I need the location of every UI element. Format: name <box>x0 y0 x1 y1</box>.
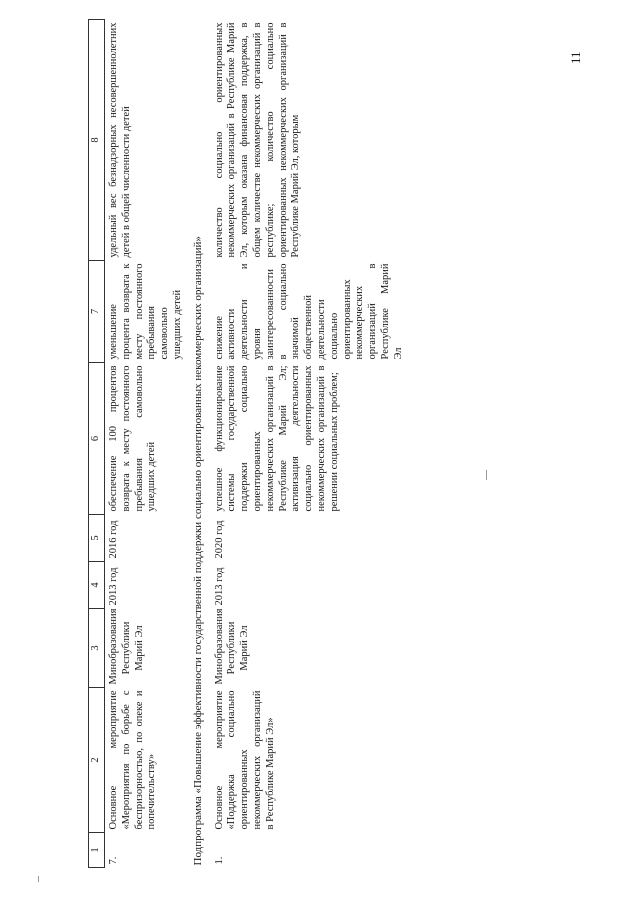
column-header-7: 7 <box>89 261 105 363</box>
column-header-6: 6 <box>89 363 105 515</box>
start-year: 2013 год <box>108 567 119 606</box>
row-number: 1. <box>213 856 225 865</box>
table-row <box>105 20 186 868</box>
end-year: 2020 год <box>213 520 225 559</box>
program-table <box>88 19 407 868</box>
row-number: 7. <box>108 856 119 865</box>
column-header-2: 2 <box>89 688 105 833</box>
column-header-3: 3 <box>89 609 105 688</box>
consequence: уменьшение процента возврата к месту постоянного пребывания самовольно ушедших детей <box>108 263 183 360</box>
indicator: количество социально ориентированных некоммерческих организаций в Республике Марий Эл, которым оказана финансовая поддержка, в общем количестве некоммерческих организаций в республике; количество социально ориентированных некоммерческих организаций в Республике Марий Эл, которым <box>213 22 302 258</box>
scan-speck <box>486 470 487 480</box>
executor: Минобразования Республики Марий Эл <box>213 608 251 685</box>
expected-result: обеспечение 100 процентов возврата к месту постоянного пребывания самовольно ушедших детей <box>108 365 158 512</box>
column-number-row <box>89 20 105 868</box>
column-header-5: 5 <box>89 515 105 562</box>
table-row <box>211 20 407 868</box>
indicator: удельный вес безнадзорных несовершеннолетних детей в общей численности детей <box>108 22 132 258</box>
column-header-8: 8 <box>89 20 105 261</box>
column-header-1: 1 <box>89 833 105 868</box>
page-number: 11 <box>568 51 583 64</box>
activity-name: Основное мероприятие «Поддержка социально ориентированных некоммерческих организаций в Республике Марий Эл» <box>213 690 276 830</box>
consequence: снижение активности деятельности и уровня заинтересованности в социально значимой общественной деятельности социально ориентированных некоммерческих организаций в Республике Марий Эл <box>213 263 404 360</box>
start-year: 2013 год <box>213 567 225 606</box>
executor: Минобразования Республики Марий Эл <box>108 608 145 685</box>
scan-speck <box>38 876 39 882</box>
expected-result: успешное функционирование системы государственной поддержки социально ориентированных некоммерческих организаций в Республике Марий Эл; активизация деятельности социально ориентированных некоммерческих организаций в решении социальных проблем; <box>213 365 340 512</box>
activity-name: Основное мероприятие «Мероприятия по борьбе с беспризорностью, по опеке и попечительству» <box>108 690 158 830</box>
end-year: 2016 год <box>108 520 119 559</box>
column-header-4: 4 <box>89 562 105 609</box>
subprogram-title: Подпрограмма «Повышение эффективности государственной поддержки социально ориентированных некоммерческих организаций» <box>191 236 204 866</box>
subprogram-row <box>186 20 211 868</box>
